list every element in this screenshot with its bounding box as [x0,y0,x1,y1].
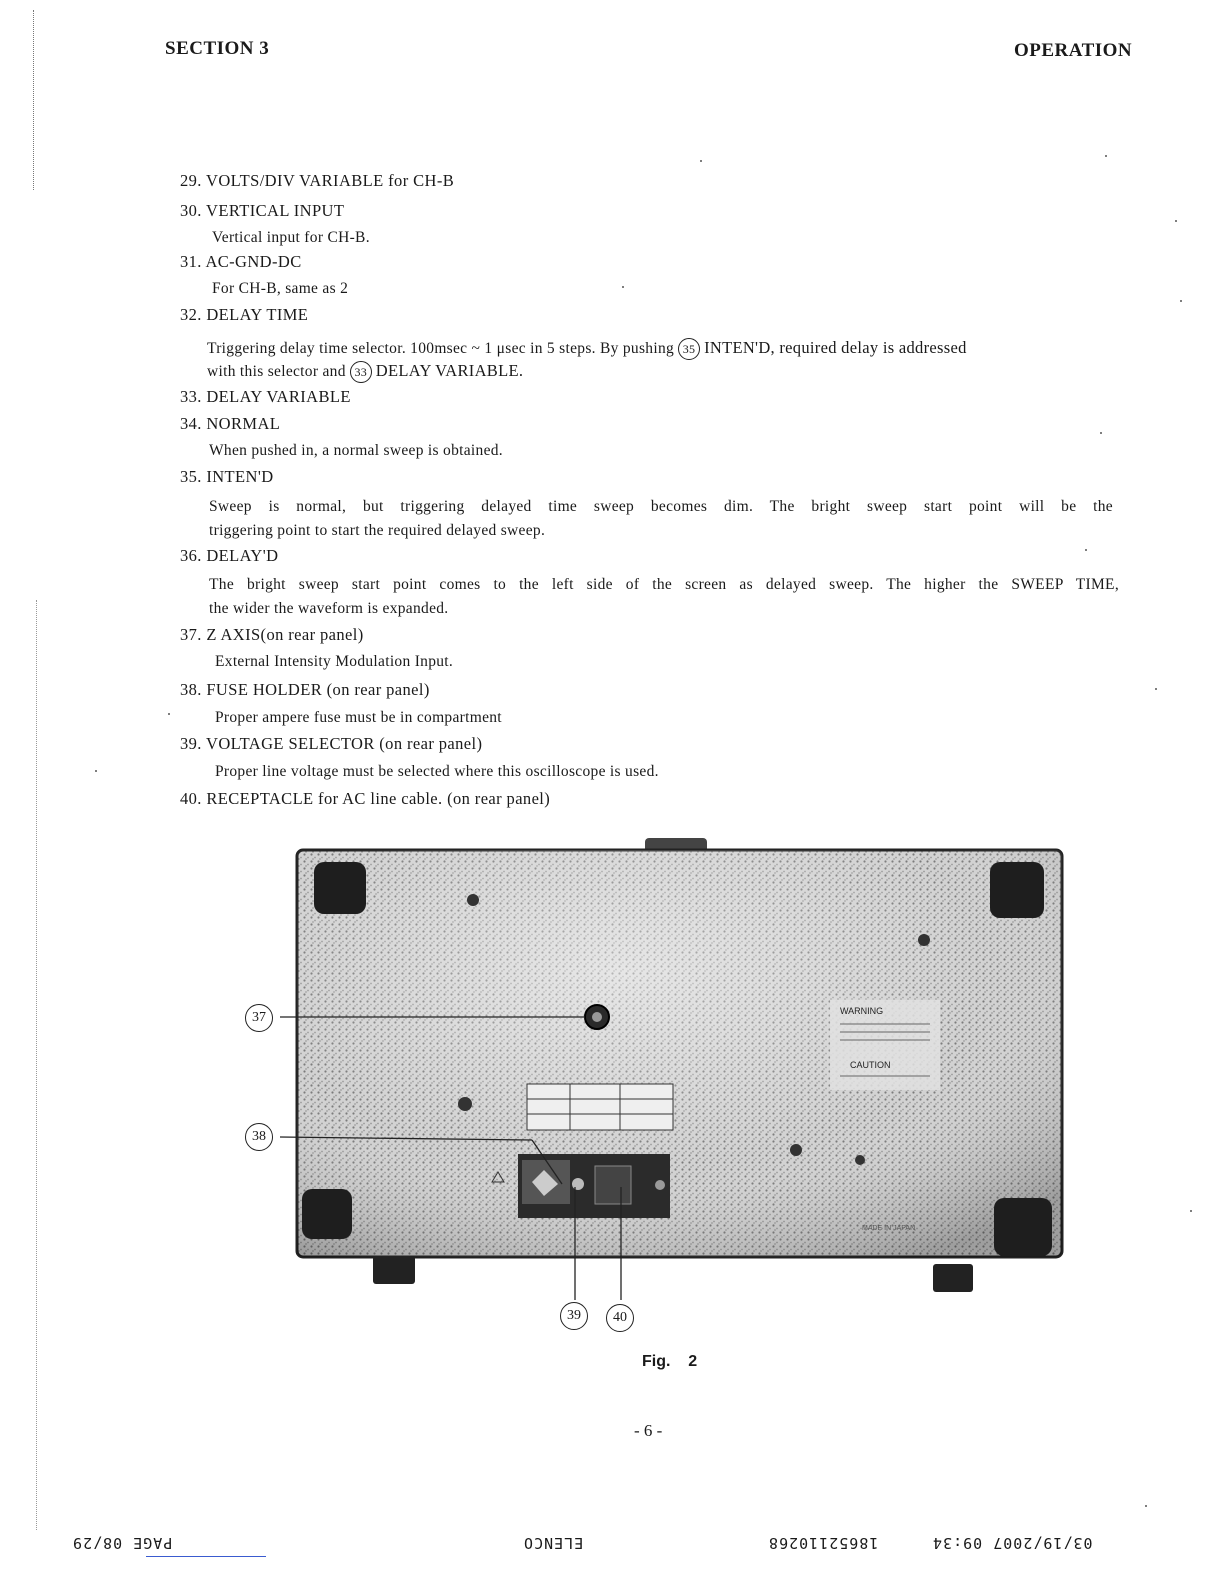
figure-caption: Fig. 2 [642,1353,698,1370]
item-39-desc: Proper line voltage must be selected where this oscilloscope is used. [215,763,659,780]
item-40-title: 40. RECEPTACLE for AC line cable. (on rear panel) [180,789,551,808]
callout-38: 38 [245,1123,273,1151]
section-label: SECTION 3 [165,38,270,59]
voltage-table [527,1084,673,1130]
item-32-desc-line2 [207,361,523,383]
item-32-desc-1a: Triggering delay time selector. 100msec ~ 1 μsec in 5 steps. By pushing [207,340,675,357]
warning-text: WARNING [840,1006,884,1016]
item-30-title: 30. VERTICAL INPUT [180,201,345,220]
item-32-title: 32. DELAY TIME [180,305,309,324]
item-38-desc: Proper ampere fuse must be in compartment [215,709,502,726]
fax-number: 18652110268 [768,1534,879,1552]
item-31-desc: For CH-B, same as 2 [212,280,349,297]
item-33-title: 33. DELAY VARIABLE [180,387,351,406]
item-39-title: 39. VOLTAGE SELECTOR (on rear panel) [180,734,483,753]
page-number: - 6 - [634,1421,663,1440]
made-in-text: MADE IN JAPAN [862,1225,916,1232]
callout-39: 39 [560,1302,588,1330]
item-30-desc: Vertical input for CH-B. [212,229,370,246]
screw [790,1144,802,1156]
ref-circle-35: 35 [678,338,700,360]
footer-underline [146,1556,266,1557]
item-32-desc-line1 [207,338,967,360]
scan-edge-marks [33,10,37,190]
fax-company: ELENCO [523,1534,584,1552]
ref-circle-33: 33 [350,361,372,383]
stand-foot-left [373,1256,415,1284]
fax-datetime: 03/19/2007 09:34 [932,1534,1093,1552]
item-35-desc-line1: Sweep is normal, but triggering delayed time sweep becomes dim. The bright sweep start point will be the [209,498,1113,515]
corner-foot-bl [302,1189,352,1239]
stand-foot-right [933,1264,973,1292]
screw [467,894,479,906]
item-36-desc-line2: the wider the waveform is expanded. [209,600,449,617]
scan-edge-marks-lower [36,600,39,1530]
screw [458,1097,472,1111]
item-36-title: 36. DELAY'D [180,546,279,565]
item-38-title: 38. FUSE HOLDER (on rear panel) [180,680,430,699]
item-37-title: 37. Z AXIS(on rear panel) [180,625,364,644]
item-34-desc: When pushed in, a normal sweep is obtained. [209,442,503,459]
item-31-title: 31. AC-GND-DC [180,252,302,271]
screw [855,1155,865,1165]
item-35-desc-line2: triggering point to start the required delayed sweep. [209,522,546,539]
corner-foot-tr [990,862,1044,918]
screw [918,934,930,946]
corner-foot-tl [314,862,366,914]
item-32-desc-1b: INTEN'D, required delay is addressed [704,338,967,357]
item-37-desc: External Intensity Modulation Input. [215,653,454,670]
caution-text: CAUTION [850,1060,891,1070]
item-36-desc-line1: The bright sweep start point comes to the left side of the screen as delayed sweep. The higher the SWEEP TIME, [209,576,1119,593]
rear-panel-figure [240,832,1080,1337]
callout-37: 37 [245,1004,273,1032]
item-34-title: 34. NORMAL [180,414,281,433]
section-title: OPERATION [1014,40,1133,61]
item-35-title: 35. INTEN'D [180,467,274,486]
item-32-desc-2a: with this selector and [207,363,346,380]
fax-page-count: PAGE 08/29 [72,1534,173,1552]
item-29-title: 29. VOLTS/DIV VARIABLE for CH-B [180,171,455,190]
callout-40: 40 [606,1304,634,1332]
item-32-desc-2b: DELAY VARIABLE. [375,361,524,380]
corner-foot-br [994,1198,1052,1256]
